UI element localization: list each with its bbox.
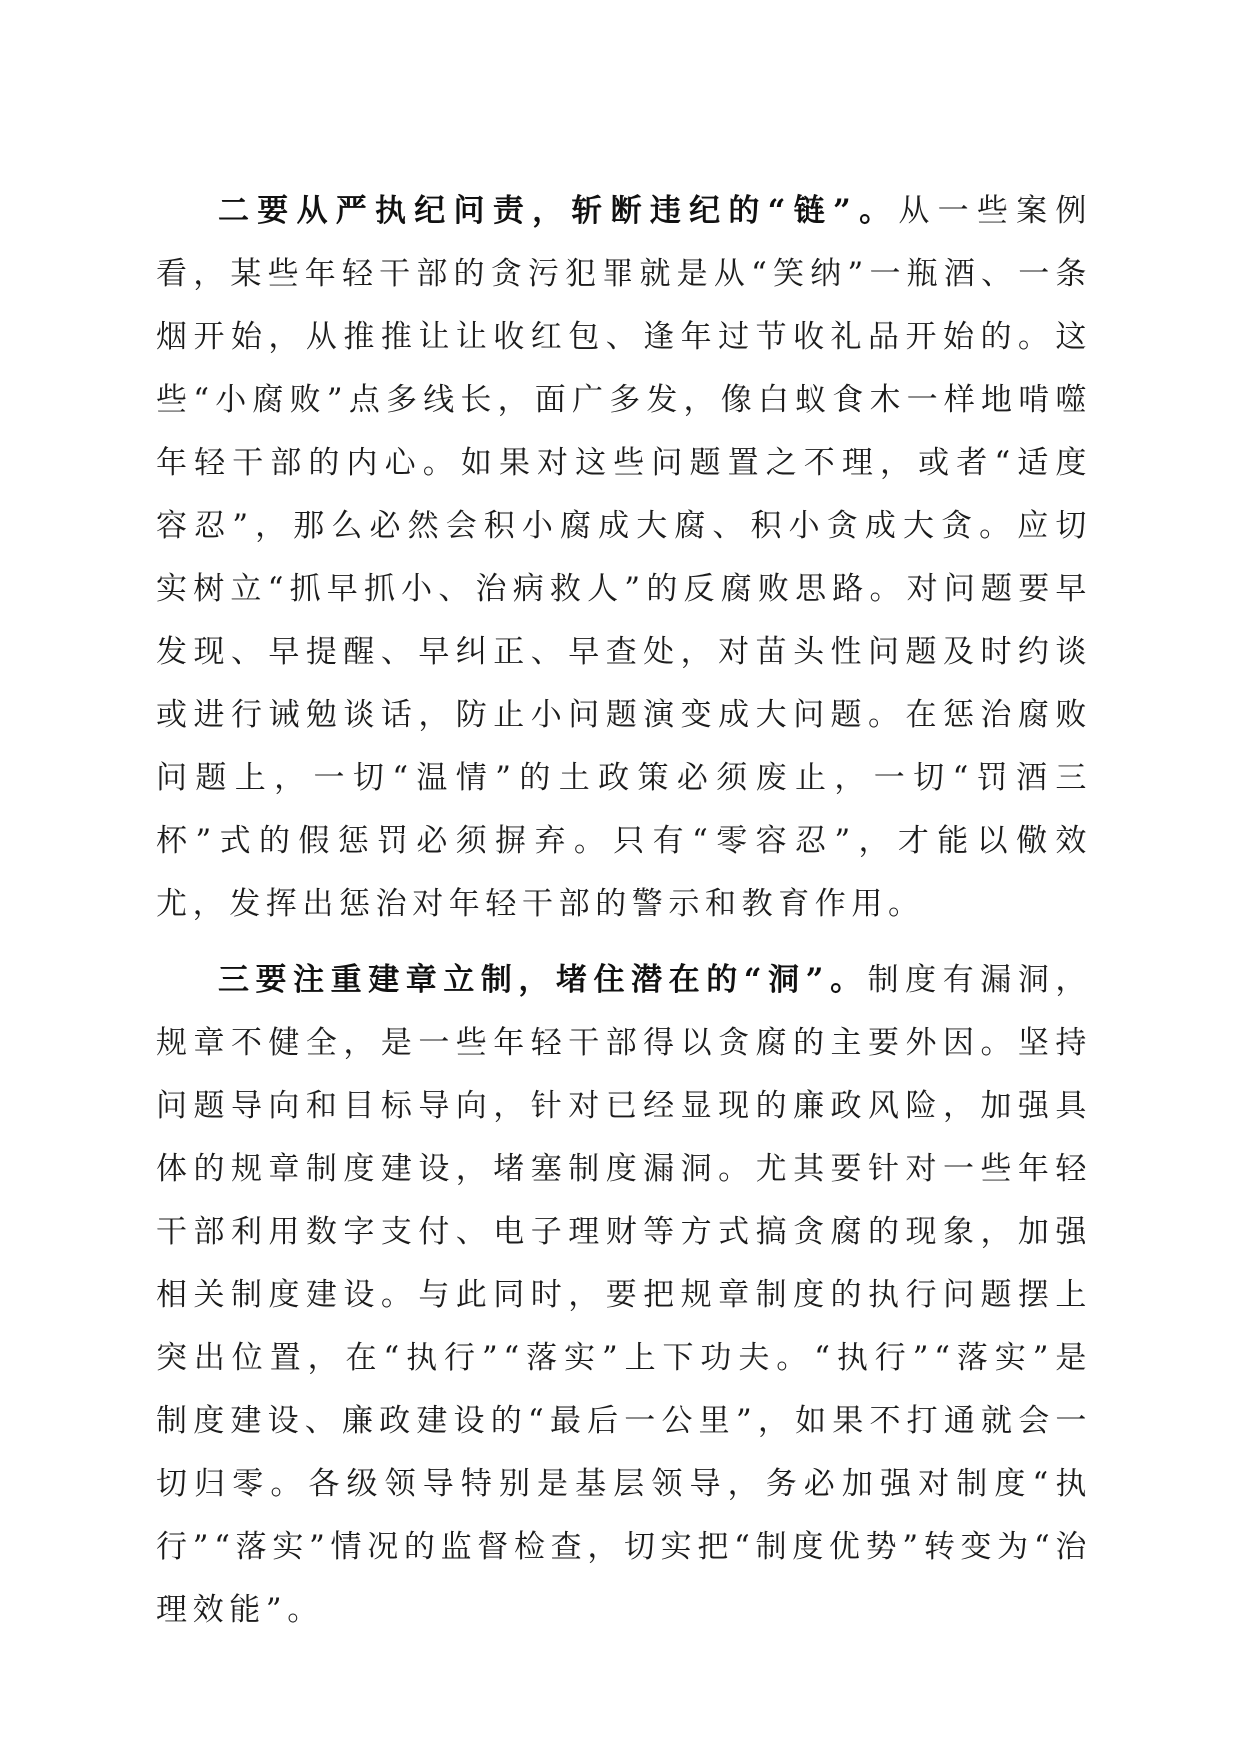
paragraph-heading: 三要注重建章立制，堵住潜在的“洞”。 [218,962,868,998]
paragraph-institutions [156,949,1092,1642]
paragraph-heading: 二要从严执纪问责，斩断违纪的“链”。 [218,193,899,229]
document-body [156,180,1092,1642]
paragraph-text: 从一些案例看，某些年轻干部的贪污犯罪就是从“笑纳”一瓶酒、一条烟开始，从推推让让收红包、逢年过节收礼品开始的。这些“小腐败”点多线长，面广多发，像白蚁食木一样地啃噬年轻干部的内心。如果对这些问题置之不理，或者“适度容忍”，那么必然会积小腐成大腐、积小贪成大贪。应切实树立“抓早抓小、治病救人”的反腐败思路。对问题要早发现、早提醒、早纠正、早查处，对苗头性问题及时约谈或进行诫勉谈话，防止小问题演变成大问题。在惩治腐败问题上，一切“温情”的土政策必须废止，一切“罚酒三杯”式的假惩罚必须摒弃。只有“零容忍”，才能以儆效尤，发挥出惩治对年轻干部的警示和教育作用。 [156,193,1093,922]
paragraph-discipline [156,180,1092,936]
paragraph-text: 制度有漏洞，规章不健全，是一些年轻干部得以贪腐的主要外因。坚持问题导向和目标导向，针对已经显现的廉政风险，加强具体的规章制度建设，堵塞制度漏洞。尤其要针对一些年轻干部利用数字支付、电子理财等方式搞贪腐的现象，加强相关制度建设。与此同时，要把规章制度的执行问题摆上突出位置，在“执行”“落实”上下功夫。“执行”“落实”是制度建设、廉政建设的“最后一公里”，如果不打通就会一切归零。各级领导特别是基层领导，务必加强对制度“执行”“落实”情况的监督检查，切实把“制度优势”转变为“治理效能”。 [156,962,1092,1628]
